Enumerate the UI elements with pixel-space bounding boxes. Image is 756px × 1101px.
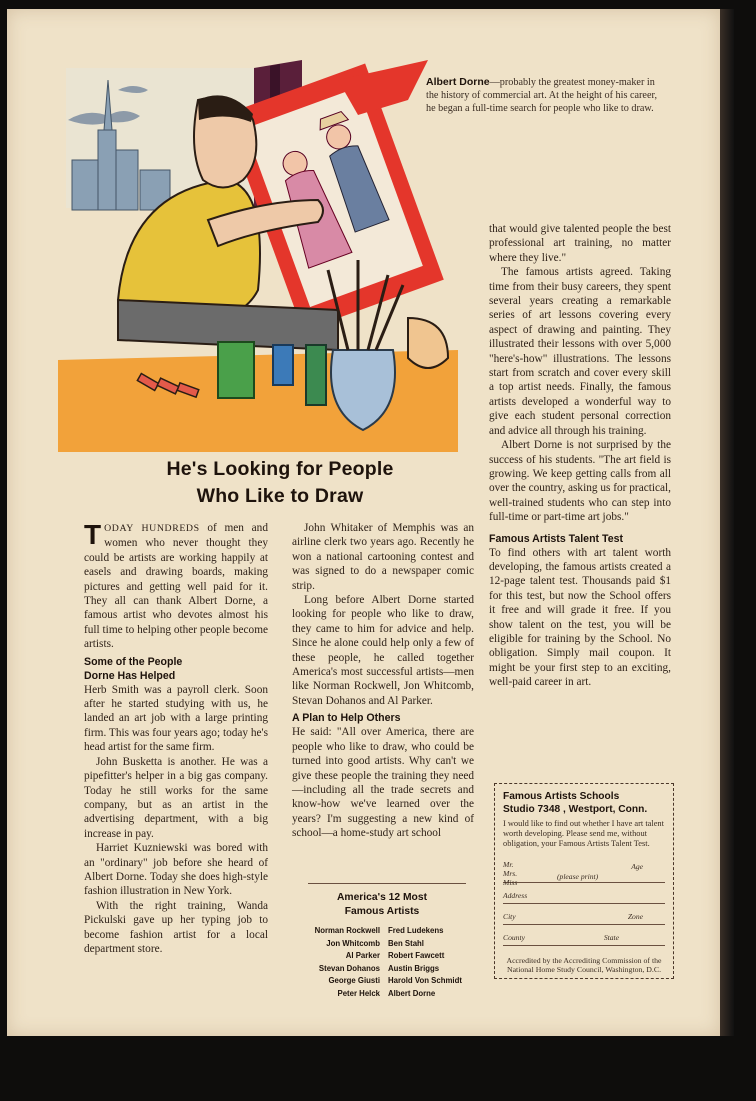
- name-field[interactable]: [503, 859, 665, 887]
- paragraph: He said: "All over America, there are people who like to draw, who could be turned into good artists. Why can't we give these people the training they need—including all the trade secrets and know-how we've learned over the years? I'm suggesting a new kind of school—a home-study art school: [292, 726, 474, 840]
- albert-dorne-illustration: [58, 60, 458, 452]
- paragraph-text: of men and women who never thought they could be artists are working happily at easels and drawing boards, making pictures and getting well paid for it. They all can thank Albert Dorne, a famous artist who devotes almost his full time to helping other people become artists.: [84, 522, 268, 651]
- list-item: [292, 925, 476, 938]
- city-field[interactable]: [503, 912, 665, 925]
- paragraph: To find others with art talent worth developing, the famous artists created a 12-page talent test. Thousands paid $1 for this test, but now the School offers it free and will grade it free. If you show talent on the test, you will be eligible for training by the School. No obligation. Simply mail coupon. It might be your first step to an exciting, well-paid career in art.: [489, 546, 671, 689]
- artist-name: Peter Helck: [337, 988, 380, 998]
- divider: [308, 883, 466, 884]
- subheading-line-2: Dorne Has Helped: [84, 669, 176, 682]
- list-item: [292, 938, 476, 951]
- artist-name: Ben Stahl: [388, 938, 424, 948]
- paragraph: Herb Smith was a payroll clerk. Soon after he started studying with us, he landed an art job with a large printing firm. This was four years ago; today he's head artist for the same firm.: [84, 683, 268, 754]
- artist-name: Harold Von Schmidt: [388, 976, 462, 986]
- artists-list: [292, 925, 476, 1001]
- subheading: Famous Artists Talent Test: [489, 532, 624, 545]
- address-label: Address: [503, 890, 528, 900]
- page-edge: [720, 9, 734, 1036]
- address-field[interactable]: [503, 891, 665, 904]
- small-caps-lead: ODAY HUNDREDS: [104, 523, 200, 534]
- subheading: [84, 655, 268, 683]
- paragraph: The famous artists agreed. Taking time from their busy careers, they spent several years creating a remarkable series of art lessons covering every aspect of drawing and painting. They illustrated their lessons with over 5,000 "here's-how" illustrations. The lessons start from scratch and cover every skill a top artist needs. Finally, the famous artists developed a wonderful way to give each student personal correction and advice all through his training.: [489, 266, 671, 437]
- illustration-caption: [426, 76, 666, 115]
- headline-line-1: He's Looking for People: [166, 458, 394, 480]
- please-print-label: (please print): [557, 871, 599, 881]
- artist-name: Fred Ludekens: [388, 926, 444, 935]
- paragraph: Albert Dorne is not surprised by the success of his students. "The art field is growing. We keep getting calls from all over the country, asking us for practical, well-trained students who can step into full-time or part-time art jobs.": [489, 439, 671, 524]
- subheading: A Plan to Help Others: [292, 712, 401, 725]
- artist-name: Austin Briggs: [388, 963, 440, 973]
- artists-title: [292, 891, 472, 919]
- paragraph: Long before Albert Dorne started looking for people who like to draw, they came to him for advice and help. Since he alone could help only a few of these people, he called together America's most successful artists—men like Norman Rockwell, Jon Whitcomb, Stevan Dohanos and Al Parker.: [292, 594, 474, 707]
- subheading-line-1: Some of the People: [84, 655, 183, 668]
- list-item: [292, 975, 476, 988]
- artist-name: Stevan Dohanos: [318, 963, 380, 973]
- coupon-studio: Studio 7348 , Westport, Conn.: [503, 804, 648, 815]
- list-item: [292, 988, 476, 1001]
- salutation-label: Mr. Mrs. Miss: [503, 859, 518, 887]
- paragraph: [84, 521, 268, 652]
- coupon-body: I would like to find out whether I have art talent worth developing. Please send me, without obligation, your Famous Artists Talent Test.: [503, 819, 664, 849]
- article-column-2: [292, 521, 474, 841]
- paragraph: John Busketta is another. He was a pipefitter's helper in a big gas company. Today he still works for the same company, but as an artist in the advertising department, with a big increase in pay.: [84, 755, 268, 840]
- county-label: County: [503, 932, 525, 942]
- paragraph: John Whitaker of Memphis was an airline clerk two years ago. Recently he won a national cartooning contest and was signed to do a newspaper comic strip.: [292, 522, 474, 592]
- artist-name: Robert Fawcett: [388, 951, 445, 961]
- age-label: Age: [631, 861, 643, 871]
- headline-line-2: Who Like to Draw: [196, 485, 364, 507]
- headline: [100, 456, 460, 510]
- mail-coupon[interactable]: [494, 783, 674, 979]
- paragraph: that would give talented people the best professional art training, no matter where they live.": [489, 223, 671, 264]
- list-item: [292, 950, 476, 963]
- coupon-accreditation: Accredited by the Accrediting Commission of the National Home Study Council, Washington, D.C.: [506, 955, 662, 975]
- zone-label: Zone: [627, 911, 643, 921]
- artist-name: Jon Whitcomb: [326, 938, 380, 948]
- county-field[interactable]: [503, 933, 665, 946]
- coupon-school: Famous Artists Schools: [503, 791, 620, 802]
- artist-name: Norman Rockwell: [314, 926, 380, 935]
- drop-cap: T: [84, 519, 102, 550]
- caption-name: Albert Dorne: [426, 76, 490, 88]
- state-label: State: [603, 932, 619, 942]
- paragraph: With the right training, Wanda Pickulski gave up her typing job to become fashion artist for a local department store.: [84, 899, 268, 955]
- artists-title-line-1: America's 12 Most: [336, 892, 427, 903]
- artist-name: Albert Dorne: [388, 988, 436, 998]
- caption-text: —probably the greatest money-maker in the history of commercial art. At the height of his career, he began a full-time search for people who like to draw.: [426, 77, 657, 114]
- city-label: City: [503, 911, 516, 921]
- artists-title-line-2: Famous Artists: [344, 906, 420, 917]
- article-column-1: [84, 521, 268, 956]
- article-column-3: [489, 222, 671, 690]
- artist-name: Al Parker: [345, 951, 380, 961]
- paragraph: Harriet Kuzniewski was bored with an "ordinary" job before she heard of Albert Dorne. Today she does high-style fashion illustration in New York.: [84, 842, 268, 898]
- artist-name: George Giusti: [328, 976, 380, 986]
- list-item: [292, 963, 476, 976]
